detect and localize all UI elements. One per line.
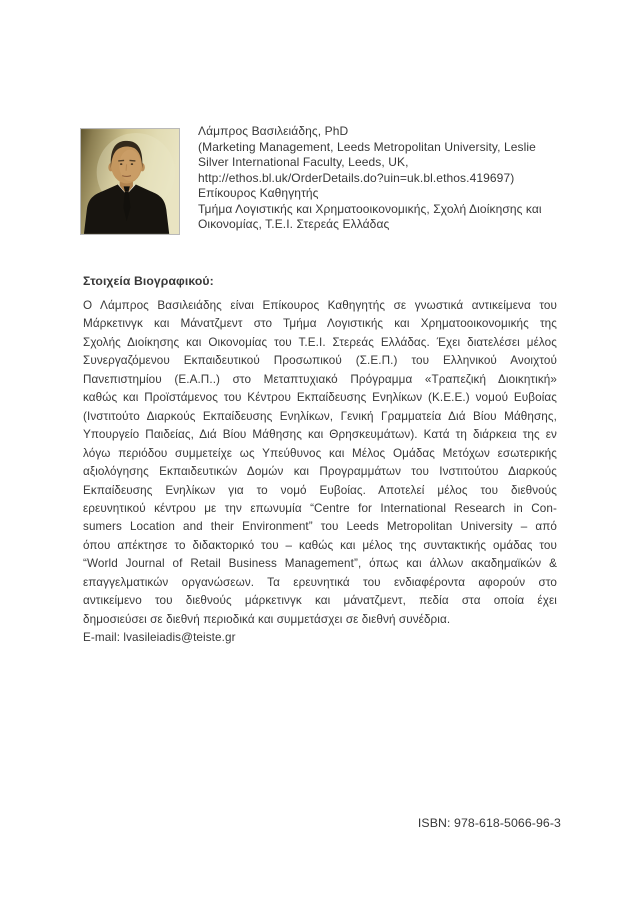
author-department-line: Τμήμα Λογιστικής και Χρηματοοικονομικής, Σχολή Διοίκησης και bbox=[198, 201, 542, 216]
bio-line: καθώς και Προϊστάμενος του Κέντρου Εκπαίδευσης Ενηλίκων (Κ.Ε.Ε.) νομού Ευβοίας bbox=[83, 391, 557, 405]
bio-section bbox=[83, 272, 557, 648]
bio-line: sumers Location and their Environment” του Leeds Metropolitan University – από bbox=[83, 520, 557, 534]
author-affiliation-line: (Marketing Management, Leeds Metropolitan University, Leslie bbox=[198, 139, 536, 154]
bio-line: επαγγελματικών οργανώσεων. Τα ερευνητικά του ενδιαφέροντα αφορούν στο bbox=[83, 575, 557, 589]
author-info-block bbox=[198, 124, 570, 233]
bio-line: Μάρκετινγκ και Μάνατζμεντ στο Τμήμα Λογιστικής και Χρηματοοικονομικής της bbox=[83, 317, 557, 331]
author-name: Λάμπρος Βασιλειάδης, PhD bbox=[198, 124, 349, 138]
author-title-line: Επίκουρος Καθηγητής bbox=[198, 186, 319, 200]
email-line: E-mail: lvasileiadis@teiste.gr bbox=[83, 631, 236, 645]
bio-paragraph bbox=[83, 297, 557, 629]
bio-line: ερευνητικού κέντρου με την επωνυμία “Centre for International Research in Con- bbox=[83, 501, 557, 515]
author-url-line: http://ethos.bl.uk/OrderDetails.do?uin=uk.bl.ethos.419697) bbox=[198, 170, 515, 185]
author-affiliation-line: Silver International Faculty, Leeds, UK, bbox=[198, 155, 409, 169]
bio-line: αξιολόγησης Εκπαιδευτικών Δομών και Προγραμμάτων του Ινστιτούτου Διαρκούς bbox=[83, 465, 557, 479]
bio-line: δημοσιεύσει σε διεθνή περιοδικά και συμμετάσχει σε διεθνή συνέδρια. bbox=[83, 612, 451, 626]
author-photo bbox=[80, 128, 180, 235]
bio-line: “World Journal of Retail Business Management”, όπως και άλλων ακαδημαϊκών & bbox=[83, 557, 557, 571]
bio-line: Σχολής Διοίκησης και Οικονομίας του Τ.Ε.Ι. Στερεάς Ελλάδας. Έχει διατελέσει μέλος bbox=[83, 335, 557, 349]
bio-line: Εκπαίδευσης Ενηλίκων για το νομό Ευβοίας. Αποτελεί μέλος του διεθνούς bbox=[83, 483, 557, 497]
bio-line: αντικείμενο του διεθνούς μάρκετινγκ και μάνατζμεντ, πεδία στα οποία έχει bbox=[83, 594, 557, 608]
bio-line: Συνεργαζόμενου Εκπαιδευτικού Προσωπικού (Σ.Ε.Π.) του Ελληνικού Ανοιχτού bbox=[83, 354, 557, 368]
bio-line: Πανεπιστημίου (Ε.Α.Π..) στο Μεταπτυχιακό Πρόγραμμα «Τραπεζική Διοικητική» bbox=[83, 372, 557, 386]
portrait-photo-icon bbox=[81, 129, 179, 234]
isbn-label: ISBN: 978-618-5066-96-3 bbox=[417, 816, 561, 830]
bio-line: (Ινστιτούτο Διαρκούς Εκπαίδευσης Ενηλίκων, Γενική Γραμματεία Διά Βίου Μάθησης, bbox=[83, 409, 557, 423]
bio-line: Ο Λάμπρος Βασιλειάδης είναι Επίκουρος Καθηγητής σε γνωστικά αντικείμενα του bbox=[83, 299, 557, 312]
bio-line: Υπουργείο Παιδείας, Διά Βίου Μάθησης και Θρησκευμάτων). Κατά τη διάρκεια της εν bbox=[83, 428, 557, 442]
bio-line: όπου απέκτησε το διδακτορικό του – καθώς και μέλος της συντακτικής ομάδας του bbox=[83, 538, 557, 552]
author-department-line: Οικονομίας, Τ.Ε.Ι. Στερεάς Ελλάδας bbox=[198, 217, 390, 231]
bio-heading: Στοιχεία Βιογραφικού: bbox=[83, 274, 214, 288]
bio-line: λόγω περιόδου συμμετείχε ως Υπεύθυνος και Μέλος Ομάδας Μετόχων εσωτερικής bbox=[83, 446, 557, 460]
